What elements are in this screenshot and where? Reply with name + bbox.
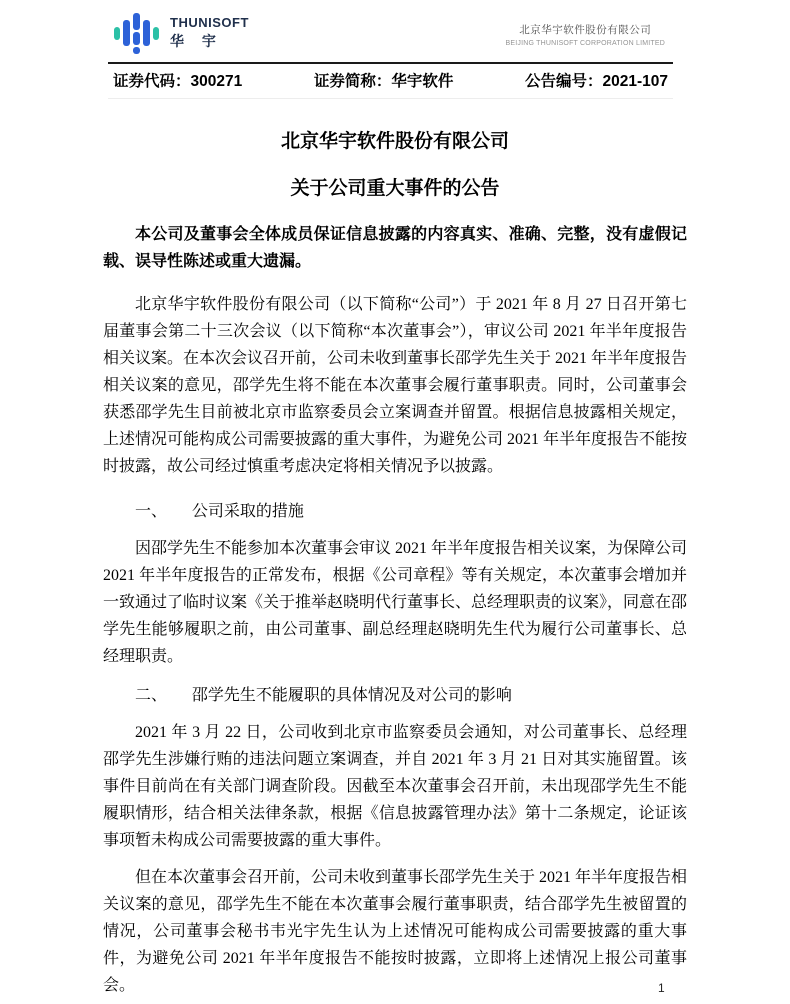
section-number: 一、 [135, 503, 168, 520]
stock-code: 证券代码：300271 [113, 73, 243, 90]
page-header [114, 10, 665, 60]
announcement-number: 公告编号：2021-107 [524, 73, 668, 90]
paragraph: 北京华宇软件股份有限公司（以下简称“公司”）于 2021 年 8 月 27 日召开第七届董事会第二十三次会议（以下简称“本次董事会”），审议公司 2021 年半年度报告相关议案。在本次会议召开前，公司未收到董事长邵学先生关于 2021 年半年度报告相关议案的意见，邵学先生将不能在本次董事会履行董事职责。同时，公司董事会获悉邵学先生目前被北京市监察委员会立案调查并留置。根据信息披露相关规定，上述情况可能构成公司需要披露的重大事件，为避免公司 2021 年半年度报告不能按时披露，故公司经过慎重考虑决定将相关情况予以披露。 [103, 296, 688, 475]
logo-bar-stack [133, 13, 140, 54]
document-title-line1: 北京华宇软件股份有限公司 [280, 131, 509, 152]
section-title: 公司采取的措施 [191, 503, 304, 520]
section-title: 邵学先生不能履职的具体情况及对公司的影响 [191, 687, 512, 704]
company-name-en: BEIJING THUNISOFT CORPORATION LIMITED [505, 40, 665, 47]
logo-bar [123, 20, 130, 46]
paragraph: 但在本次董事会召开前，公司未收到董事长邵学先生关于 2021 年半年度报告相关议案的意见，邵学先生不能在本次董事会履行董事职责，结合邵学先生被留置的情况，公司董事会秘书韦光宇先生认为上述情况可能构成公司需要披露的重大事件，为避免公司 2021 年半年度报告不能按时披露，立即将上述情况上报公司董事会。 [103, 869, 688, 994]
logo-wordmark [170, 16, 249, 49]
brand-name-cn: 华 宇 [170, 33, 223, 50]
stock-name: 证券简称：华宇软件 [313, 73, 454, 90]
page-number: 1 [658, 981, 665, 995]
logo-bar [153, 27, 159, 40]
securities-info-band [108, 62, 673, 99]
company-name-block [506, 22, 665, 47]
paragraph: 因邵学先生不能参加本次董事会审议 2021 年半年度报告相关议案，为保障公司 2021 年半年度报告的正常发布，根据《公司章程》等有关规定，本次董事会增加并一致通过了临时议案《关于推举赵晓明代行董事长、总经理职责的议案》，同意在邵学先生能够履职之前，由公司董事、副总经理赵晓明先生代为履行公司董事长、总经理职责。 [103, 540, 688, 665]
disclaimer-paragraph: 本公司及董事会全体成员保证信息披露的内容真实、准确、完整，没有虚假记载、误导性陈述或重大遗漏。 [103, 226, 687, 270]
brand-name-en: THUNISOFT [170, 15, 249, 31]
section-heading-1 [103, 498, 687, 525]
logo-bar [133, 32, 140, 45]
logo-bar [133, 13, 140, 30]
section-number: 二、 [135, 687, 168, 704]
logo-bar [133, 47, 140, 54]
equalizer-bars-icon [114, 10, 159, 56]
thunisoft-logo [114, 10, 249, 56]
paragraph: 2021 年 3 月 22 日，公司收到北京市监察委员会通知，对公司董事长、总经理邵学先生涉嫌行贿的违法问题立案调查，并自 2021 年 3 月 21 日对其实施留置。该事件目前尚在有关部门调查阶段。因截至本次董事会召开前，未出现邵学先生不能履职情形，结合相关法律条款，根据《信息披露管理办法》第十二条规定，论证该事项暂未构成公司需要披露的重大事件。 [103, 724, 687, 849]
logo-bar [114, 27, 120, 40]
company-name-cn: 北京华宇软件股份有限公司 [519, 24, 652, 36]
section-heading-2 [103, 682, 687, 709]
document-title-line2: 关于公司重大事件的公告 [290, 178, 500, 199]
logo-bar [143, 20, 150, 46]
document-content [103, 129, 687, 999]
